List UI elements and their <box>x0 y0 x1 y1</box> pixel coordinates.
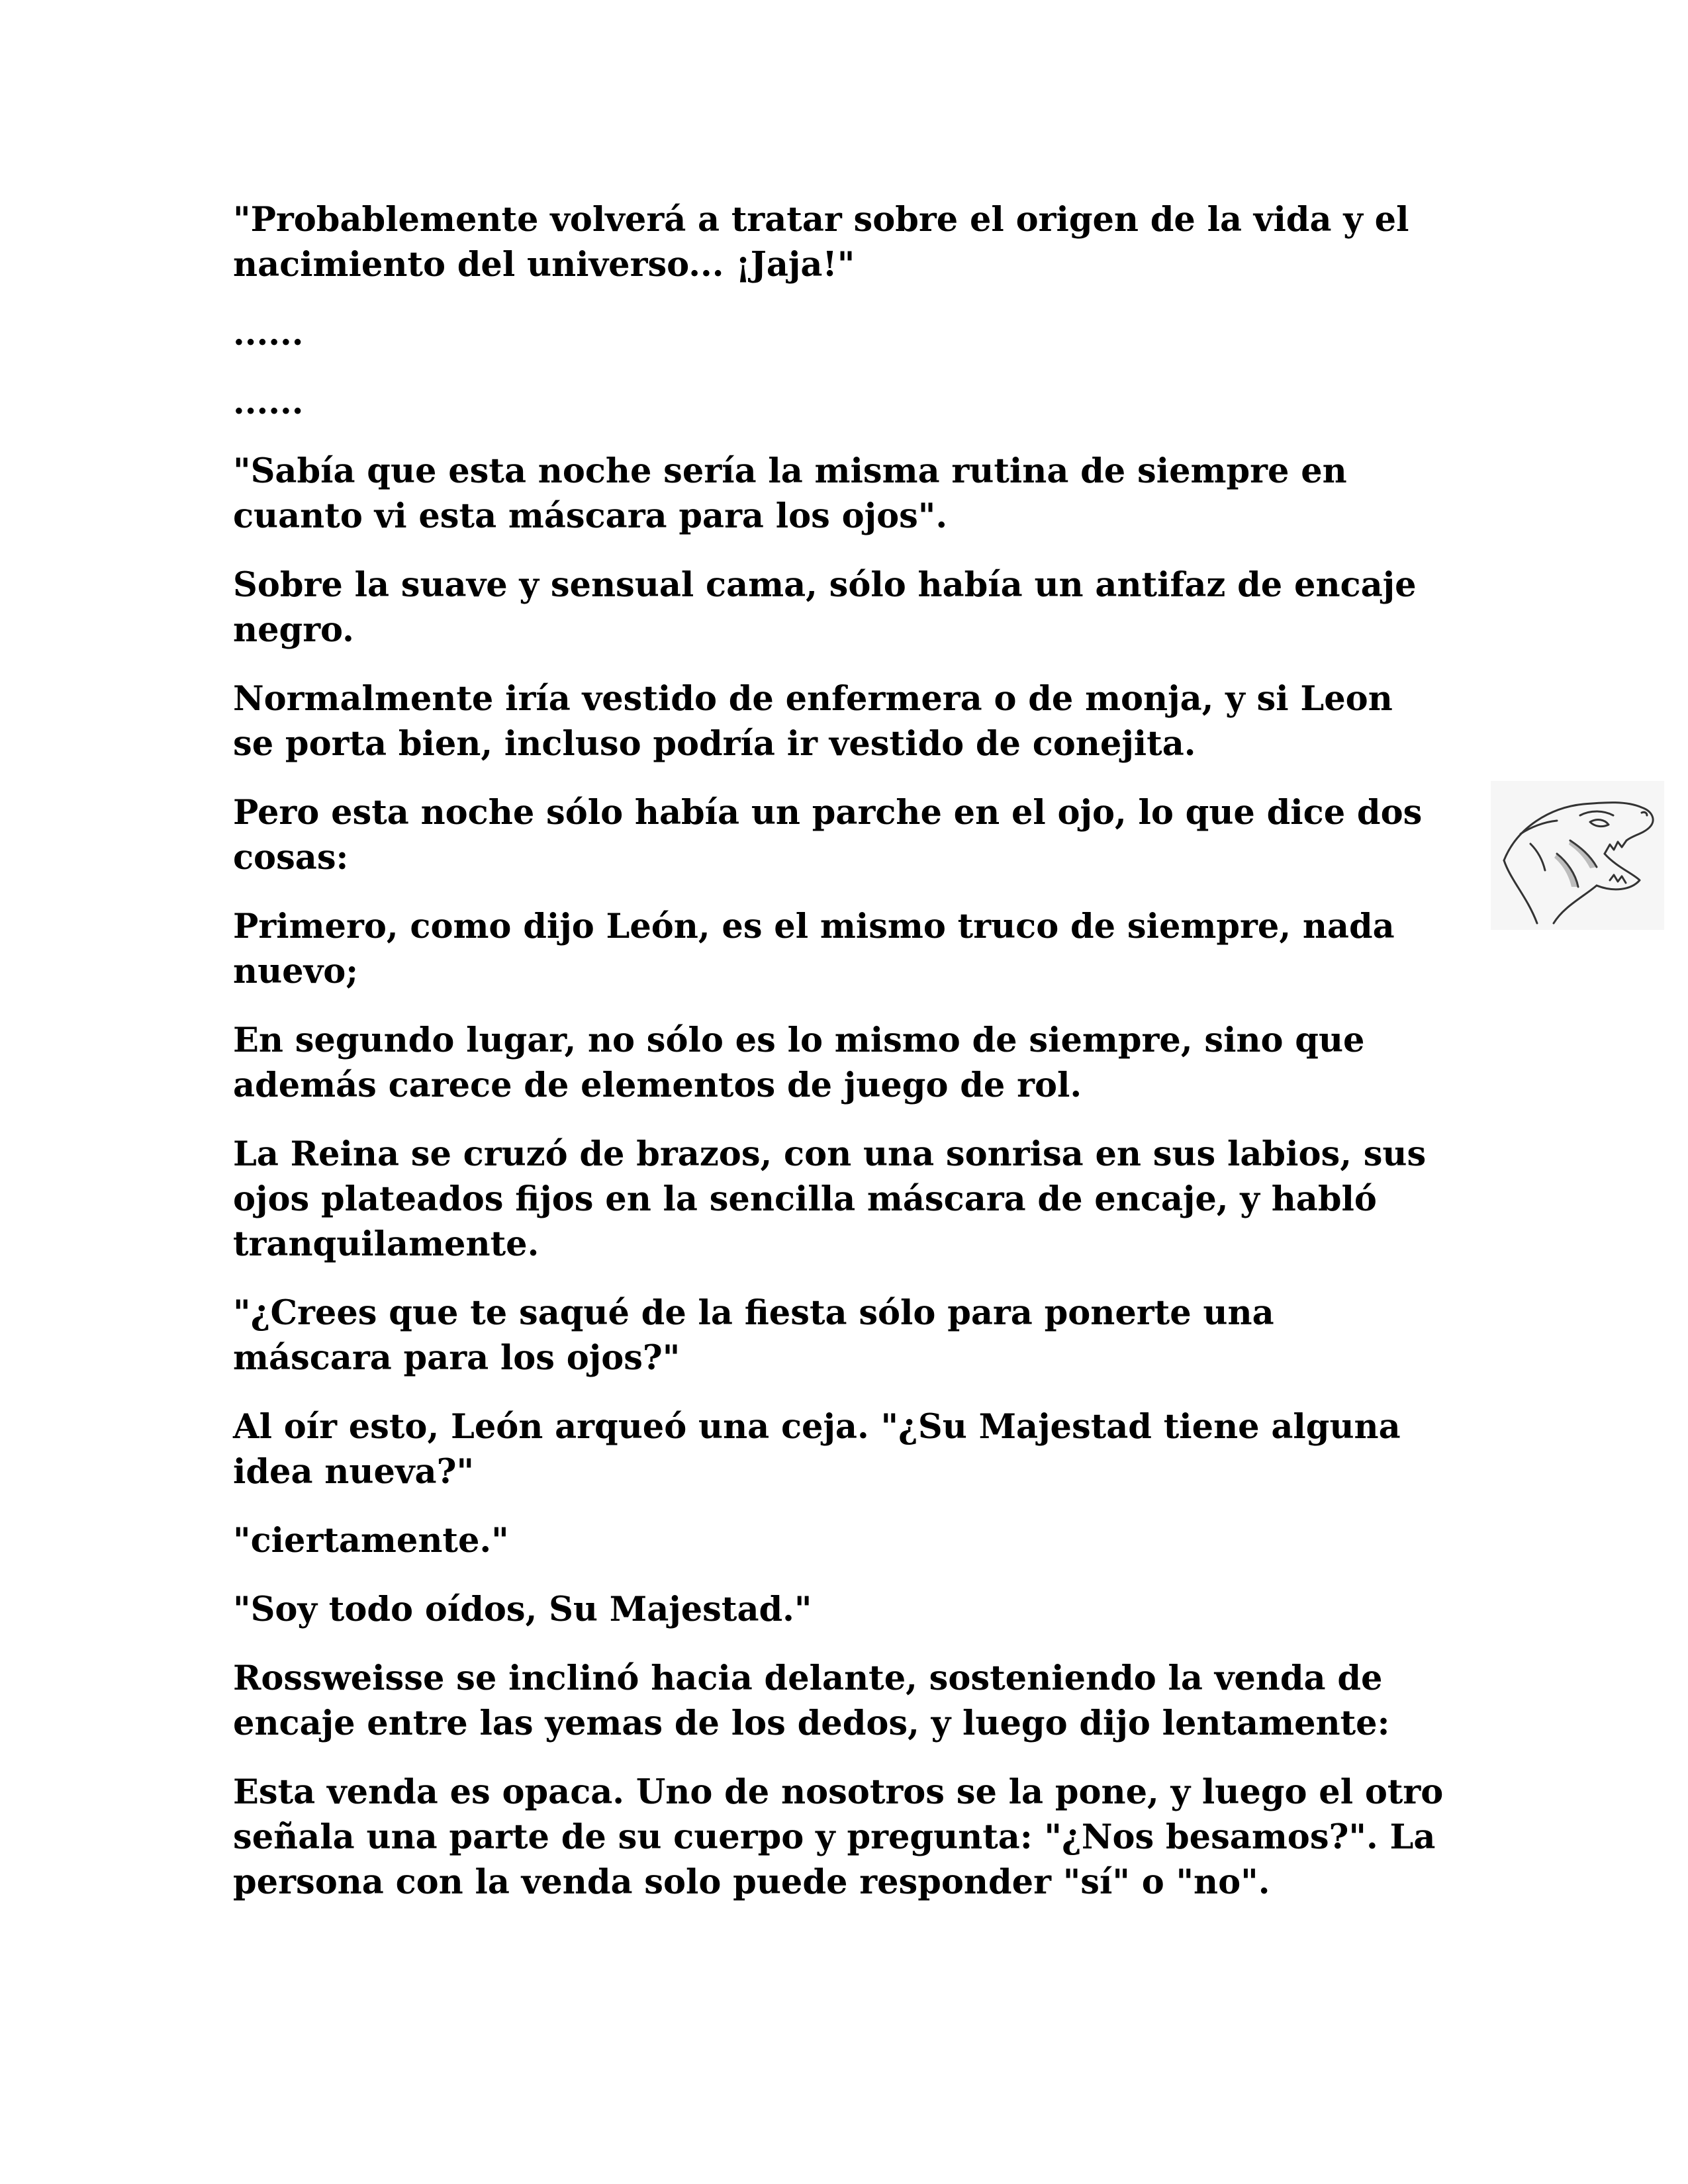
paragraph-9: En segundo lugar, no sólo es lo mismo de siempre, sino que además carece de elementos de juego de rol. <box>233 1021 1365 1105</box>
paragraph-8: Primero, como dijo León, es el mismo truco de siempre, nada nuevo; <box>233 907 1395 991</box>
paragraph-16: Esta venda es opaca. Uno de nosotros se la pone, y luego el otro señala una parte de su cuerpo y pregunta: "¿Nos besamos?". La persona con la venda solo puede responder "sí" o "no". <box>233 1772 1444 1902</box>
paragraph-4: "Sabía que esta noche sería la misma rutina de siempre en cuanto vi esta máscara para los ojos". <box>233 451 1347 536</box>
body-text <box>233 197 1444 1929</box>
paragraph-11: "¿Crees que te saqué de la fiesta sólo para ponerte una máscara para los ojos?" <box>233 1293 1274 1378</box>
paragraph-13: "ciertamente." <box>233 1521 509 1561</box>
paragraph-6: Normalmente iría vestido de enfermera o de monja, y si Leon se porta bien, incluso podría ir vestido de conejita. <box>233 679 1393 764</box>
paragraph-10: La Reina se cruzó de brazos, con una sonrisa en sus labios, sus ojos plateados fijos en la sencilla máscara de encaje, y habló tranquilamente. <box>233 1134 1427 1264</box>
paragraph-12: Al oír esto, León arqueó una ceja. "¿Su Majestad tiene alguna idea nueva?" <box>233 1407 1401 1492</box>
paragraph-14: "Soy todo oídos, Su Majestad." <box>233 1590 812 1629</box>
paragraph-3: ...... <box>233 383 304 422</box>
paragraph-1: "Probablemente volverá a tratar sobre el origen de la vida y el nacimiento del universo... ¡Jaja!" <box>233 200 1409 285</box>
paragraph-7: Pero esta noche sólo había un parche en el ojo, lo que dice dos cosas: <box>233 793 1423 878</box>
paragraph-15: Rossweisse se inclinó hacia delante, sosteniendo la venda de encaje entre las yemas de los dedos, y luego dijo lentamente: <box>233 1659 1390 1743</box>
paragraph-5: Sobre la suave y sensual cama, sólo había un antifaz de encaje negro. <box>233 565 1417 650</box>
paragraph-2: ...... <box>233 314 304 353</box>
dinosaur-head-icon <box>1491 781 1664 930</box>
